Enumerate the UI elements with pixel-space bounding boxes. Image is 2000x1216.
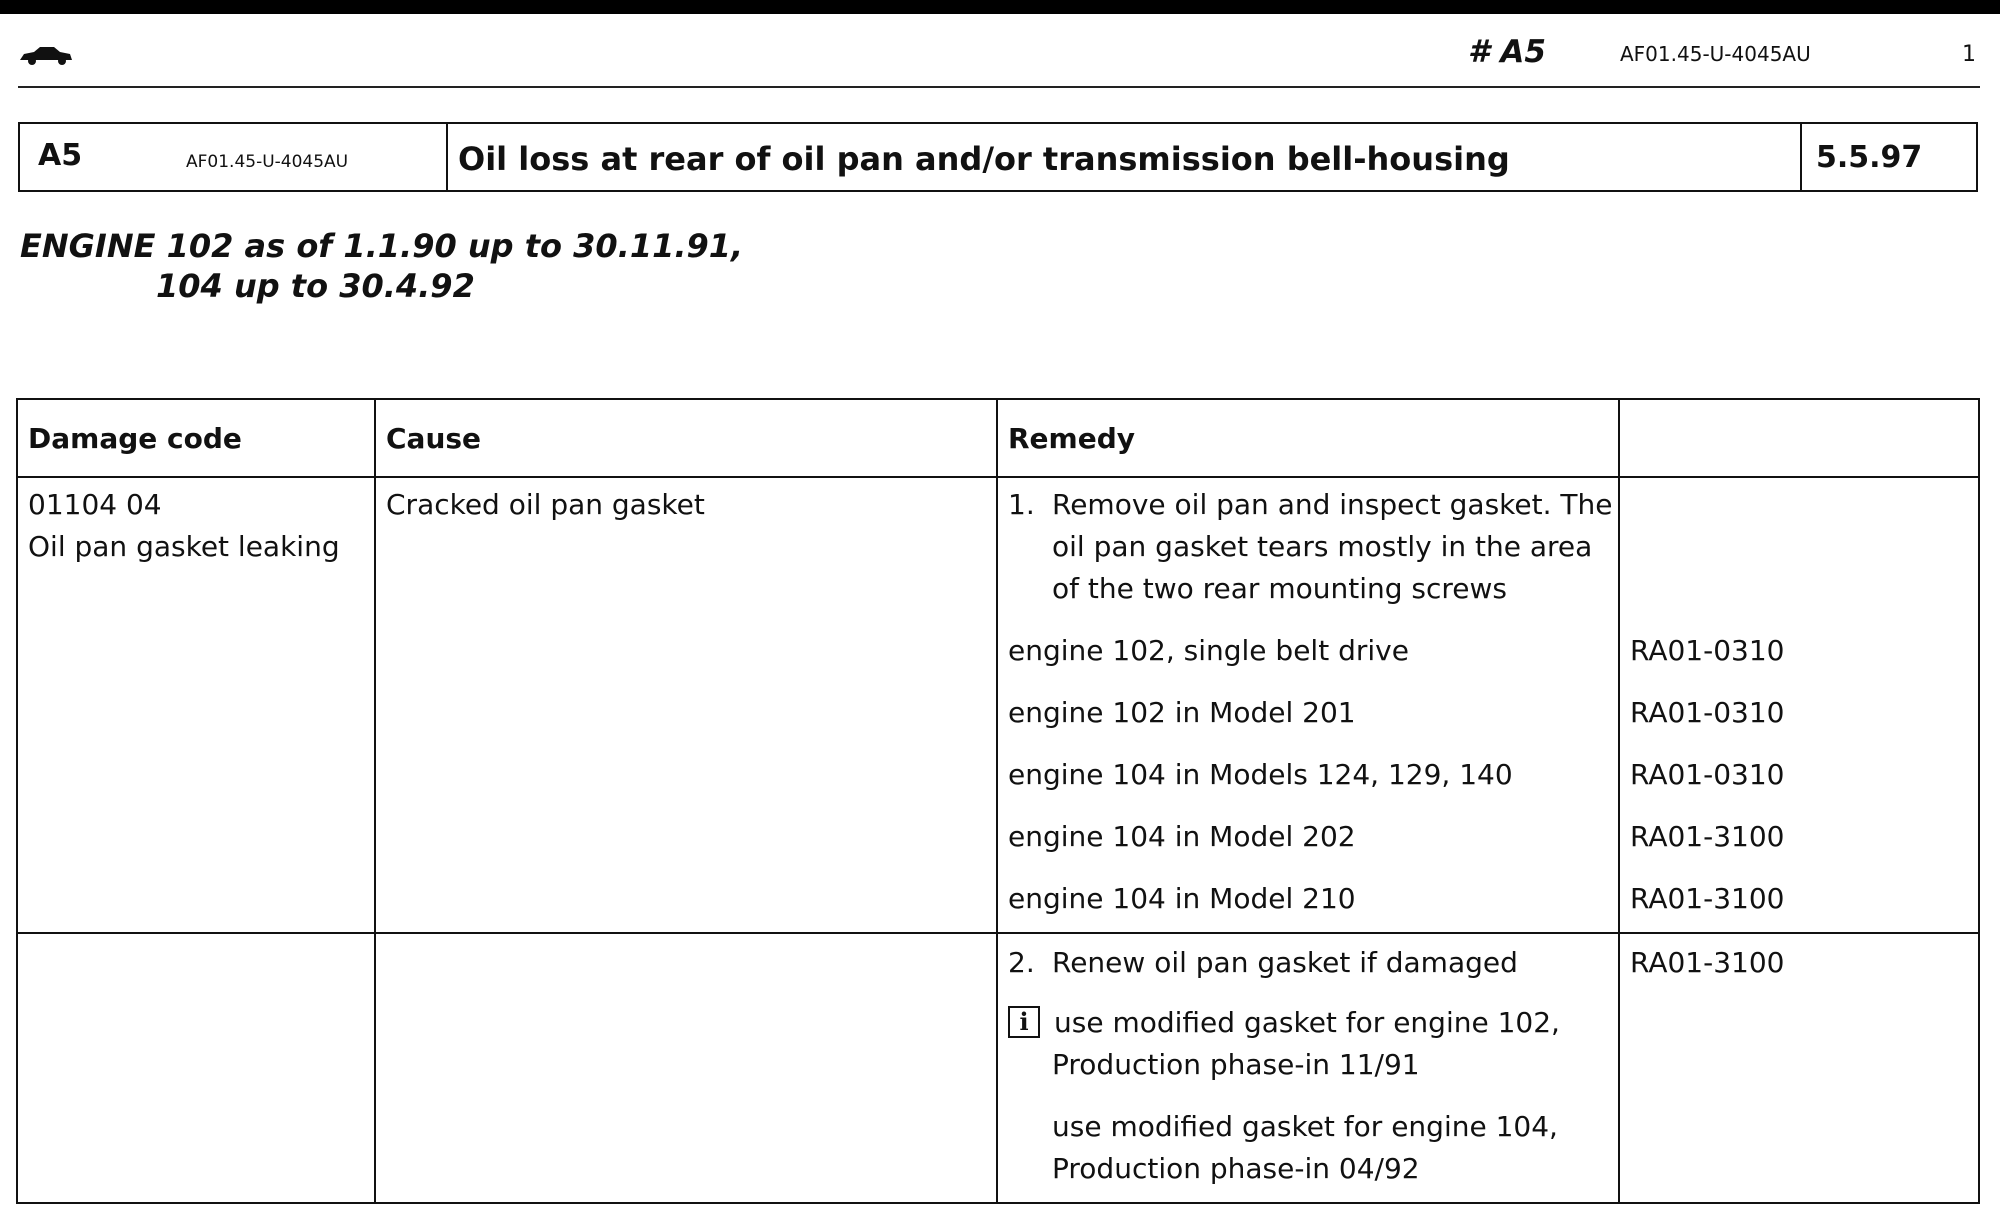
note-line: use modified gasket for engine 104, bbox=[1052, 1110, 1558, 1143]
remedy-item: engine 104 in Model 202 bbox=[1008, 820, 1356, 853]
document-title: Oil loss at rear of oil pan and/or transmission bell-housing bbox=[458, 140, 1510, 178]
header-code: # A5 bbox=[1468, 34, 1546, 70]
step-text: Renew oil pan gasket if damaged bbox=[1052, 946, 1518, 979]
note-line: Production phase-in 11/91 bbox=[1052, 1048, 1420, 1081]
page-header bbox=[0, 0, 2000, 90]
header-rule bbox=[18, 86, 1980, 88]
info-icon: i bbox=[1008, 1006, 1040, 1038]
damage-code: 01104 04 bbox=[28, 488, 162, 521]
step-number: 1. bbox=[1008, 488, 1035, 521]
remedy-item: engine 104 in Model 210 bbox=[1008, 882, 1356, 915]
column-divider bbox=[996, 400, 998, 1202]
title-box bbox=[18, 122, 1978, 192]
repair-ref: RA01-0310 bbox=[1630, 634, 1785, 667]
column-divider bbox=[374, 400, 376, 1202]
cause-text: Cracked oil pan gasket bbox=[386, 488, 705, 521]
page-number: 1 bbox=[1962, 42, 1976, 67]
remedy-item: engine 102, single belt drive bbox=[1008, 634, 1409, 667]
repair-ref: RA01-0310 bbox=[1630, 758, 1785, 791]
title-ref: AF01.45-U-4045AU bbox=[186, 152, 349, 172]
engine-scope bbox=[20, 226, 743, 306]
step-line: Remove oil pan and inspect gasket. The bbox=[1052, 488, 1613, 521]
column-divider bbox=[1618, 400, 1620, 1202]
step-line: oil pan gasket tears mostly in the area bbox=[1052, 530, 1593, 563]
repair-ref: RA01-3100 bbox=[1630, 820, 1785, 853]
repair-ref: RA01-0310 bbox=[1630, 696, 1785, 729]
car-icon bbox=[18, 44, 74, 66]
repair-ref: RA01-3100 bbox=[1630, 946, 1785, 979]
header-divider bbox=[18, 476, 1978, 478]
col-header-remedy: Remedy bbox=[1008, 422, 1136, 455]
remedy-item: engine 104 in Models 124, 129, 140 bbox=[1008, 758, 1513, 791]
remedy-item: engine 102 in Model 201 bbox=[1008, 696, 1356, 729]
document-date: 5.5.97 bbox=[1816, 140, 1923, 175]
title-divider bbox=[1800, 124, 1802, 190]
title-divider bbox=[446, 124, 448, 190]
note-line: use modified gasket for engine 102, bbox=[1054, 1006, 1560, 1039]
damage-description: Oil pan gasket leaking bbox=[28, 530, 340, 563]
repair-ref: RA01-3100 bbox=[1630, 882, 1785, 915]
title-code: A5 bbox=[38, 138, 83, 173]
step-line: of the two rear mounting screws bbox=[1052, 572, 1508, 605]
row-divider bbox=[18, 932, 1978, 934]
engine-scope-line2: 104 up to 30.4.92 bbox=[156, 267, 475, 305]
note-line: Production phase-in 04/92 bbox=[1052, 1152, 1420, 1185]
engine-scope-line1: ENGINE 102 as of 1.1.90 up to 30.11.91, bbox=[20, 227, 744, 265]
col-header-cause: Cause bbox=[386, 422, 482, 455]
damage-table bbox=[16, 398, 1980, 1204]
col-header-damage-code: Damage code bbox=[28, 422, 242, 455]
step-number: 2. bbox=[1008, 946, 1035, 979]
header-ref: AF01.45-U-4045AU bbox=[1620, 42, 1811, 66]
